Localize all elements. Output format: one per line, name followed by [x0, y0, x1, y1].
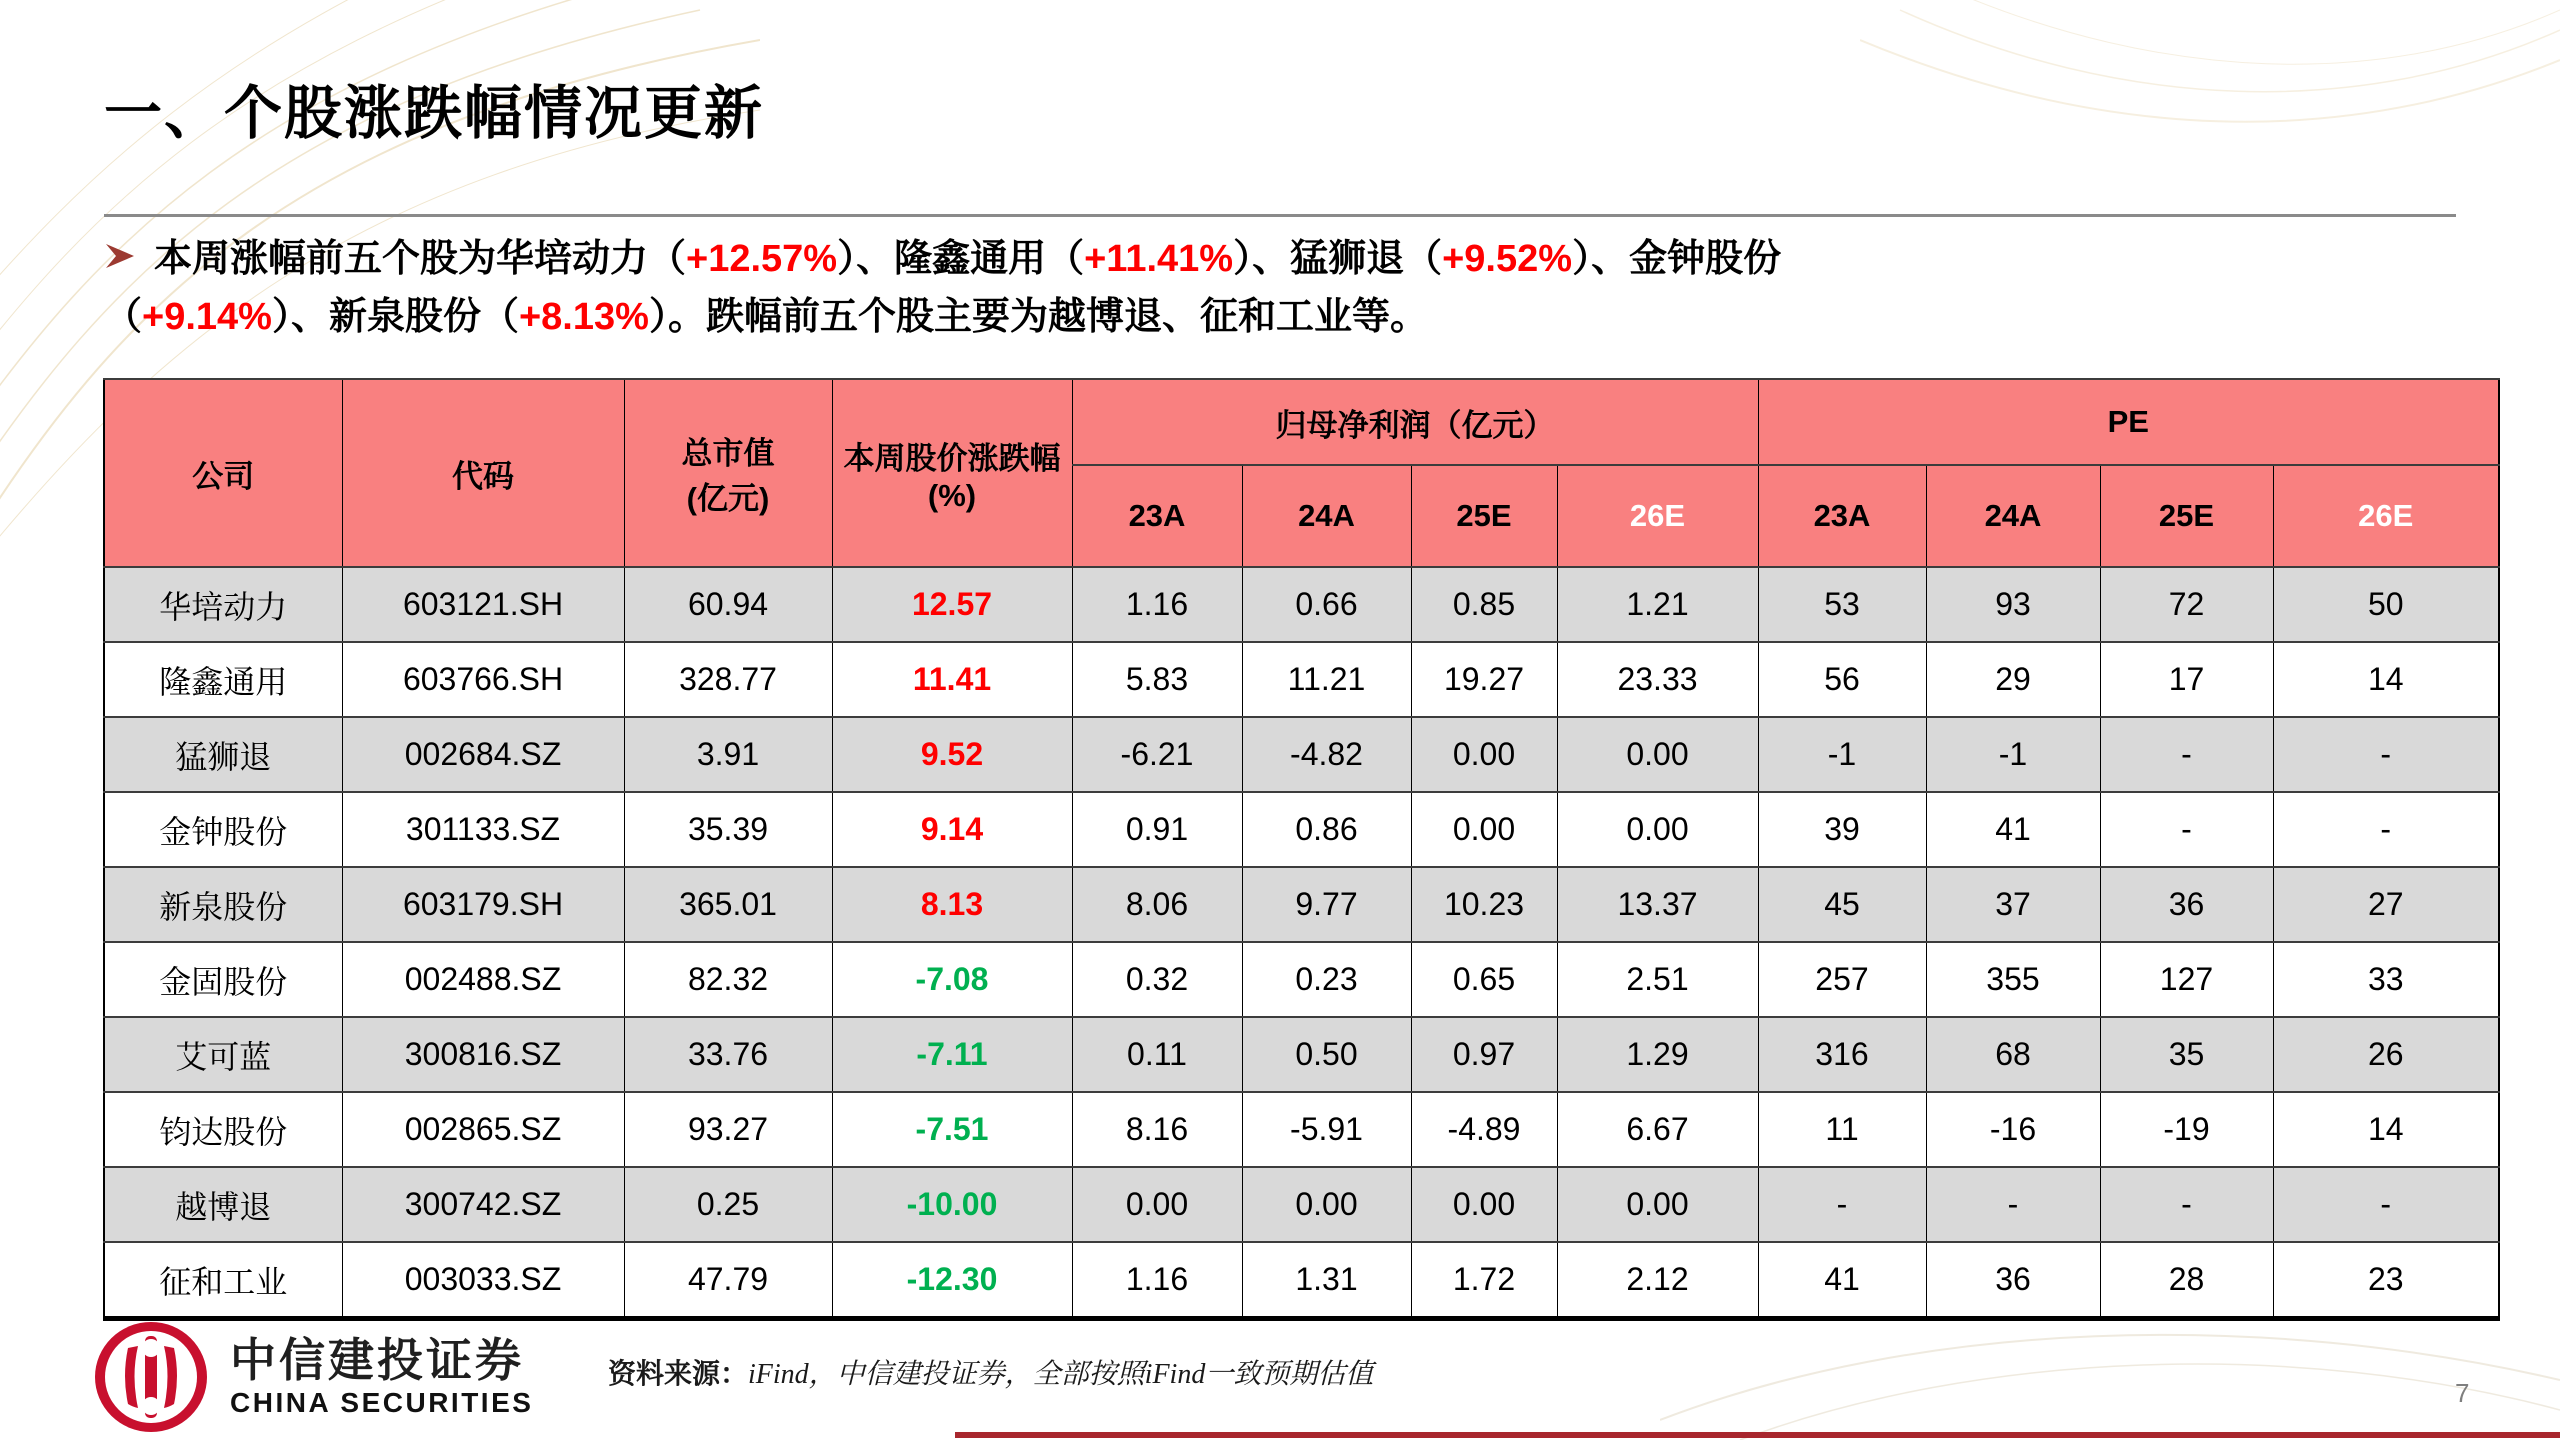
pe-cell: 14	[2273, 642, 2499, 717]
table-row	[104, 942, 2499, 1017]
pe-year-header: 23A	[1758, 465, 1926, 567]
pe-cell: 17	[2100, 642, 2273, 717]
profit-cell: 8.16	[1072, 1092, 1242, 1167]
code-cell: 003033.SZ	[342, 1242, 624, 1319]
profit-cell: 0.00	[1557, 717, 1758, 792]
bullet-percentage: +9.52%	[1442, 238, 1573, 280]
change-cell: 12.57	[832, 567, 1072, 642]
pe-cell: 35	[2100, 1017, 2273, 1092]
profit-cell: 0.00	[1557, 1167, 1758, 1242]
pe-cell: 33	[2273, 942, 2499, 1017]
profit-cell: 2.12	[1557, 1242, 1758, 1319]
profit-cell: 8.06	[1072, 867, 1242, 942]
company-cell: 越博退	[104, 1167, 342, 1242]
source-prefix: 资料来源：	[608, 1358, 749, 1389]
company-header: 公司	[104, 379, 342, 567]
stock-change-table	[103, 378, 2500, 1321]
profit-cell: -4.82	[1242, 717, 1411, 792]
mktcap-cell: 93.27	[624, 1092, 832, 1167]
mktcap-cell: 365.01	[624, 867, 832, 942]
pe-cell: 14	[2273, 1092, 2499, 1167]
pe-cell: 41	[1926, 792, 2100, 867]
table-row	[104, 642, 2499, 717]
pe-cell: -	[1926, 1167, 2100, 1242]
profit-year-header: 26E	[1557, 465, 1758, 567]
bullet-percentage: +11.41%	[1084, 238, 1234, 280]
pe-cell: -	[1758, 1167, 1926, 1242]
bullet-segment: ）、金钟股份	[1572, 238, 1782, 280]
company-cell: 猛狮退	[104, 717, 342, 792]
change-header-line1: 本周股价涨跌幅	[843, 440, 1061, 476]
profit-year-header: 25E	[1411, 465, 1557, 567]
pe-cell: 27	[2273, 867, 2499, 942]
pe-cell: 127	[2100, 942, 2273, 1017]
pe-cell: 36	[2100, 867, 2273, 942]
pe-cell: -	[2273, 1167, 2499, 1242]
change-cell: 9.14	[832, 792, 1072, 867]
profit-cell: 5.83	[1072, 642, 1242, 717]
table-row	[104, 792, 2499, 867]
company-cell: 隆鑫通用	[104, 642, 342, 717]
pe-year-header: 25E	[2100, 465, 2273, 567]
code-cell: 603766.SH	[342, 642, 624, 717]
profit-cell: -6.21	[1072, 717, 1242, 792]
code-cell: 603121.SH	[342, 567, 624, 642]
company-cell: 金钟股份	[104, 792, 342, 867]
profit-cell: 1.21	[1557, 567, 1758, 642]
pe-cell: 39	[1758, 792, 1926, 867]
profit-cell: 0.11	[1072, 1017, 1242, 1092]
pe-cell: 23	[2273, 1242, 2499, 1319]
pe-cell: -1	[1758, 717, 1926, 792]
bullet-percentage: +12.57%	[686, 238, 838, 280]
change-cell: 8.13	[832, 867, 1072, 942]
pe-cell: -	[2100, 717, 2273, 792]
pe-cell: 50	[2273, 567, 2499, 642]
profit-cell: 10.23	[1411, 867, 1557, 942]
company-cell: 征和工业	[104, 1242, 342, 1319]
mktcap-cell: 3.91	[624, 717, 832, 792]
page-title: 一、个股涨跌幅情况更新	[104, 81, 765, 146]
profit-cell: 6.67	[1557, 1092, 1758, 1167]
pe-cell: -	[2273, 717, 2499, 792]
profit-cell: 1.16	[1072, 567, 1242, 642]
pe-group-header: PE	[1758, 379, 2499, 465]
profit-cell: 0.91	[1072, 792, 1242, 867]
mktcap-header	[624, 379, 832, 567]
company-cell: 金固股份	[104, 942, 342, 1017]
profit-cell: 1.72	[1411, 1242, 1557, 1319]
company-logo	[92, 1318, 533, 1436]
mktcap-cell: 60.94	[624, 567, 832, 642]
profit-cell: 0.00	[1411, 717, 1557, 792]
bullet-arrow-icon	[104, 233, 138, 289]
pe-cell: 37	[1926, 867, 2100, 942]
profit-cell: 23.33	[1557, 642, 1758, 717]
change-cell: -7.08	[832, 942, 1072, 1017]
pe-cell: -19	[2100, 1092, 2273, 1167]
pe-cell: 45	[1758, 867, 1926, 942]
change-header-line2: (%)	[927, 477, 977, 513]
change-cell: -12.30	[832, 1242, 1072, 1319]
profit-cell: 0.86	[1242, 792, 1411, 867]
code-cell: 603179.SH	[342, 867, 624, 942]
pe-year-header: 26E	[2273, 465, 2499, 567]
profit-cell: 0.32	[1072, 942, 1242, 1017]
table-row	[104, 1167, 2499, 1242]
company-cell: 艾可蓝	[104, 1017, 342, 1092]
pe-cell: -16	[1926, 1092, 2100, 1167]
profit-cell: 0.00	[1411, 1167, 1557, 1242]
mktcap-header-line2: (亿元)	[686, 481, 770, 516]
mktcap-cell: 47.79	[624, 1242, 832, 1319]
change-cell: -7.11	[832, 1017, 1072, 1092]
bottom-accent-bar	[955, 1432, 2560, 1438]
pe-cell: 26	[2273, 1017, 2499, 1092]
pe-cell: 72	[2100, 567, 2273, 642]
pe-cell: 93	[1926, 567, 2100, 642]
table-row	[104, 567, 2499, 642]
profit-cell: 19.27	[1411, 642, 1557, 717]
bullet-segment: ）、隆鑫通用（	[837, 238, 1085, 280]
pe-cell: 56	[1758, 642, 1926, 717]
code-cell: 301133.SZ	[342, 792, 624, 867]
company-cell: 钧达股份	[104, 1092, 342, 1167]
pe-cell: 257	[1758, 942, 1926, 1017]
table-header	[104, 379, 2499, 567]
change-cell: -7.51	[832, 1092, 1072, 1167]
bullet-segment: ）、新泉股份（	[271, 296, 519, 339]
summary-bullet	[104, 231, 2464, 345]
profit-cell: 0.23	[1242, 942, 1411, 1017]
table-row	[104, 1092, 2499, 1167]
code-cell: 002684.SZ	[342, 717, 624, 792]
table-row	[104, 717, 2499, 792]
change-cell: 9.52	[832, 717, 1072, 792]
table-body	[104, 567, 2499, 1319]
profit-cell: 1.16	[1072, 1242, 1242, 1319]
title-underline	[104, 214, 2456, 217]
bullet-text	[104, 238, 1781, 338]
profit-cell: 0.50	[1242, 1017, 1411, 1092]
pe-cell: 11	[1758, 1092, 1926, 1167]
pe-cell: 53	[1758, 567, 1926, 642]
mktcap-cell: 328.77	[624, 642, 832, 717]
mktcap-cell: 35.39	[624, 792, 832, 867]
code-cell: 002865.SZ	[342, 1092, 624, 1167]
code-cell: 002488.SZ	[342, 942, 624, 1017]
profit-cell: 9.77	[1242, 867, 1411, 942]
logo-en-text: CHINA SECURITIES	[230, 1386, 534, 1418]
table-row	[104, 1017, 2499, 1092]
bullet-segment: （	[104, 296, 143, 339]
profit-cell: 0.85	[1411, 567, 1557, 642]
change-cell: 11.41	[832, 642, 1072, 717]
source-body: iFind，中信建投证券，全部按照iFind一致预期估值	[748, 1359, 1374, 1390]
pe-cell: 68	[1926, 1017, 2100, 1092]
change-header	[832, 379, 1072, 567]
profit-cell: 1.29	[1557, 1017, 1758, 1092]
pe-cell: 41	[1758, 1242, 1926, 1319]
profit-year-header: 23A	[1072, 465, 1242, 567]
china-securities-logo-icon	[92, 1318, 210, 1436]
mktcap-cell: 82.32	[624, 942, 832, 1017]
profit-cell: 2.51	[1557, 942, 1758, 1017]
profit-cell: -5.91	[1242, 1092, 1411, 1167]
pe-cell: 29	[1926, 642, 2100, 717]
profit-year-header: 24A	[1242, 465, 1411, 567]
profit-cell: -4.89	[1411, 1092, 1557, 1167]
profit-cell: 0.00	[1557, 792, 1758, 867]
mktcap-cell: 0.25	[624, 1167, 832, 1242]
profit-cell: 11.21	[1242, 642, 1411, 717]
profit-cell: 0.00	[1411, 792, 1557, 867]
mktcap-cell: 33.76	[624, 1017, 832, 1092]
profit-cell: 0.65	[1411, 942, 1557, 1017]
bullet-percentage: +9.14%	[142, 296, 272, 339]
code-cell: 300742.SZ	[342, 1167, 624, 1242]
profit-group-header: 归母净利润（亿元）	[1072, 379, 1758, 465]
profit-cell: 0.66	[1242, 567, 1411, 642]
page-number: 7	[2455, 1378, 2470, 1408]
company-cell: 新泉股份	[104, 867, 342, 942]
bullet-segment: ）、猛狮退（	[1233, 238, 1443, 280]
pe-cell: 316	[1758, 1017, 1926, 1092]
code-cell: 300816.SZ	[342, 1017, 624, 1092]
pe-cell: -	[2100, 1167, 2273, 1242]
profit-cell: 1.31	[1242, 1242, 1411, 1319]
pe-cell: -	[2100, 792, 2273, 867]
table-row	[104, 867, 2499, 942]
source-note	[608, 1352, 1373, 1392]
code-header: 代码	[342, 379, 624, 567]
profit-cell: 13.37	[1557, 867, 1758, 942]
bullet-percentage: +8.13%	[518, 296, 649, 339]
profit-cell: 0.97	[1411, 1017, 1557, 1092]
bullet-segment: ）。跌幅前五个股主要为越博退、征和工业等。	[648, 296, 1428, 339]
change-cell: -10.00	[832, 1167, 1072, 1242]
table-row	[104, 1242, 2499, 1319]
pe-cell: -1	[1926, 717, 2100, 792]
pe-year-header: 24A	[1926, 465, 2100, 567]
pe-cell: 28	[2100, 1242, 2273, 1319]
pe-cell: 36	[1926, 1242, 2100, 1319]
company-cell: 华培动力	[104, 567, 342, 642]
pe-cell: 355	[1926, 942, 2100, 1017]
logo-cn-text: 中信建投证券	[230, 1333, 524, 1386]
bullet-segment: 本周涨幅前五个股为华培动力（	[154, 238, 687, 280]
pe-cell: -	[2273, 792, 2499, 867]
mktcap-header-line1: 总市值	[681, 436, 775, 471]
profit-cell: 0.00	[1242, 1167, 1411, 1242]
profit-cell: 0.00	[1072, 1167, 1242, 1242]
